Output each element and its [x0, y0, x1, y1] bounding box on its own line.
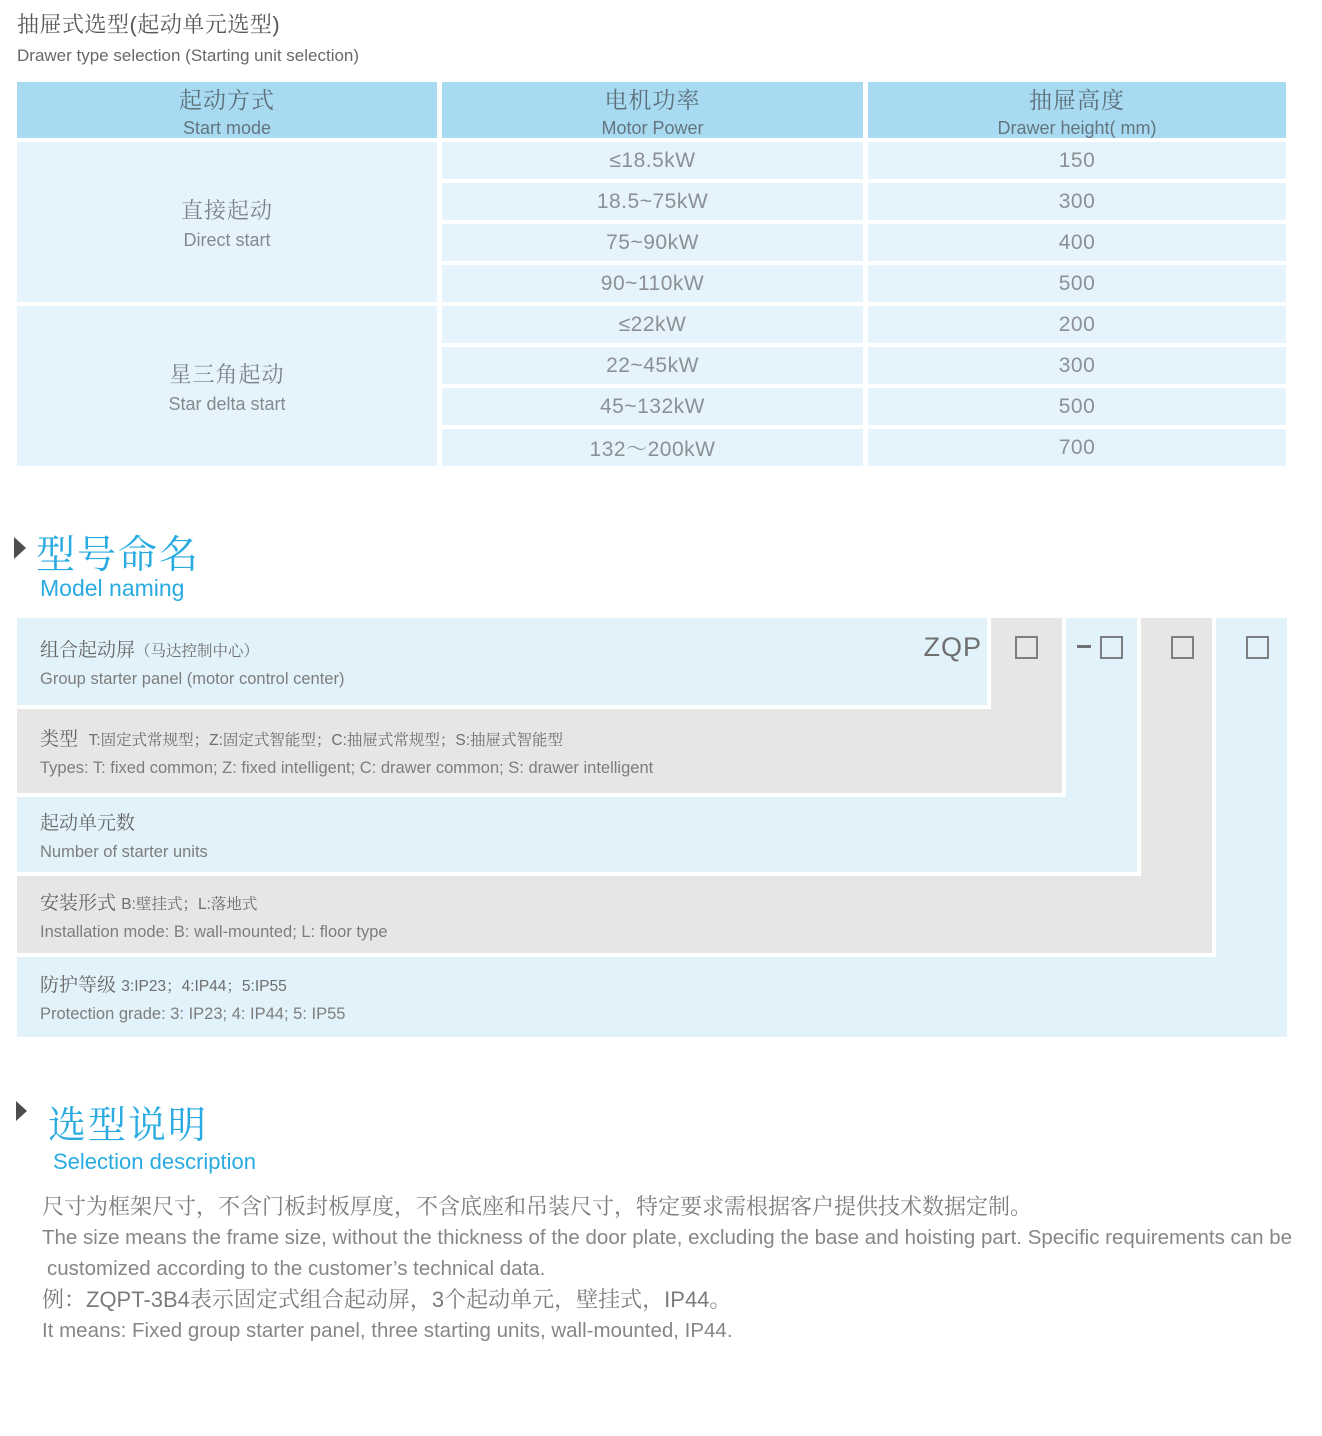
model-naming-diagram — [17, 618, 1287, 1037]
selection-heading-en: Selection description — [53, 1149, 257, 1174]
height-cell: 400 — [868, 224, 1286, 261]
header-motor-power-zh: 电机功率 — [604, 86, 701, 113]
description-line: 尺寸为框架尺寸，不含门板封板厚度，不含底座和吊装尺寸，特定要求需根据客户提供技术数据定制。 — [42, 1194, 1033, 1219]
row-en: Installation mode: B: wall-mounted; L: floor type — [40, 922, 388, 941]
header-drawer-height-zh: 抽屉高度 — [1029, 86, 1125, 113]
code-box-protection — [1246, 636, 1269, 659]
description-line: It means: Fixed group starter panel, three starting units, wall-mounted, IP44. — [42, 1319, 733, 1342]
mode-cell-star-delta-start — [17, 306, 437, 466]
mode-cell-direct-start — [17, 142, 437, 302]
description-line: customized according to the customer’s technical data. — [47, 1257, 546, 1280]
height-cell: 500 — [868, 265, 1286, 302]
row-zh — [40, 808, 1137, 835]
height-cell: 700 — [868, 429, 1286, 466]
row-zh-sub: 3:IP23；4:IP44；5:IP55 — [121, 978, 287, 995]
power-cell: 132～200kW — [442, 429, 863, 466]
table-header-start-mode — [17, 82, 437, 138]
power-cell: ≤18.5kW — [442, 142, 863, 179]
row-zh-main: 组合起动屏 — [40, 639, 136, 661]
mode-direct-start-en: Direct start — [183, 229, 271, 250]
power-cell: 18.5~75kW — [442, 183, 863, 220]
document-title-zh: 抽屉式选型(起动单元选型) — [17, 12, 281, 37]
mode-star-delta-zh: 星三角起动 — [169, 361, 285, 387]
row-en: Number of starter units — [40, 842, 208, 861]
row-zh-main: 安装形式 — [40, 892, 117, 914]
power-cell: 90~110kW — [442, 265, 863, 302]
model-naming-heading-en: Model naming — [40, 575, 185, 601]
header-start-mode-zh: 起动方式 — [179, 86, 275, 113]
height-cell: 150 — [868, 142, 1286, 179]
header-start-mode-en: Start mode — [182, 117, 272, 138]
document-title-en: Drawer type selection (Starting unit selection) — [17, 46, 360, 65]
header-motor-power-en: Motor Power — [601, 117, 704, 138]
height-cell: 300 — [868, 183, 1286, 220]
selection-description-text — [42, 1191, 1302, 1346]
diagram-row-group-starter-panel — [17, 618, 987, 705]
power-cell: ≤22kW — [442, 306, 863, 343]
mode-star-delta-en: Star delta start — [168, 393, 286, 414]
height-cell: 200 — [868, 306, 1286, 343]
row-zh-main: 起动单元数 — [40, 812, 136, 834]
row-zh — [40, 970, 1287, 997]
row-en: Group starter panel (motor control center) — [40, 669, 345, 688]
description-line: 例：ZQPT-3B4表示固定式组合起动屏，3个起动单元，壁挂式，IP44。 — [42, 1287, 732, 1312]
document-title — [17, 8, 359, 66]
header-drawer-height-en: Drawer height( mm) — [997, 117, 1157, 138]
diagram-row-installation-mode — [17, 876, 1212, 953]
description-line: The size means the frame size, without the thickness of the door plate, excluding the base and hoisting part. Specific requirements can be — [42, 1226, 1293, 1249]
power-cell: 75~90kW — [442, 224, 863, 261]
row-en: Protection grade: 3: IP23; 4: IP44; 5: IP55 — [40, 1005, 346, 1023]
section-arrow-icon — [14, 537, 26, 559]
code-box-type — [1015, 636, 1038, 659]
section-arrow-icon — [16, 1101, 27, 1121]
diagram-row-type — [17, 709, 1062, 793]
diagram-row-starter-units — [17, 797, 1137, 872]
row-zh-sub: （马达控制中心） — [135, 642, 260, 660]
row-zh — [40, 888, 1212, 915]
height-cell: 500 — [868, 388, 1286, 425]
row-zh-sub: B:壁挂式；L:落地式 — [121, 895, 258, 913]
model-naming-heading-zh: 型号命名 — [36, 534, 201, 577]
row-zh-main: 防护等级 — [40, 975, 117, 996]
row-zh — [40, 635, 987, 662]
code-box-units — [1100, 636, 1123, 659]
power-cell: 22~45kW — [442, 347, 863, 384]
selection-heading-zh: 选型说明 — [48, 1105, 209, 1147]
row-zh — [40, 724, 1062, 751]
row-zh-sub: T:固定式常规型；Z:固定式智能型；C:抽屉式常规型；S:抽屉式智能型 — [88, 732, 564, 749]
code-box-installation — [1171, 636, 1194, 659]
mode-direct-start-zh: 直接起动 — [180, 197, 273, 223]
diagram-row-protection-grade — [17, 957, 1287, 1037]
dash-mark — [1077, 645, 1091, 648]
table-header-drawer-height — [868, 82, 1286, 138]
height-cell: 300 — [868, 347, 1286, 384]
power-cell: 45~132kW — [442, 388, 863, 425]
drawer-selection-table — [17, 82, 1286, 466]
row-zh-main: 类型 — [40, 729, 79, 750]
row-en: Types: T: fixed common; Z: fixed intelligent; C: drawer common; S: drawer intelligent — [40, 759, 654, 777]
table-header-motor-power — [442, 82, 863, 138]
model-code-prefix: ZQP — [923, 632, 982, 662]
